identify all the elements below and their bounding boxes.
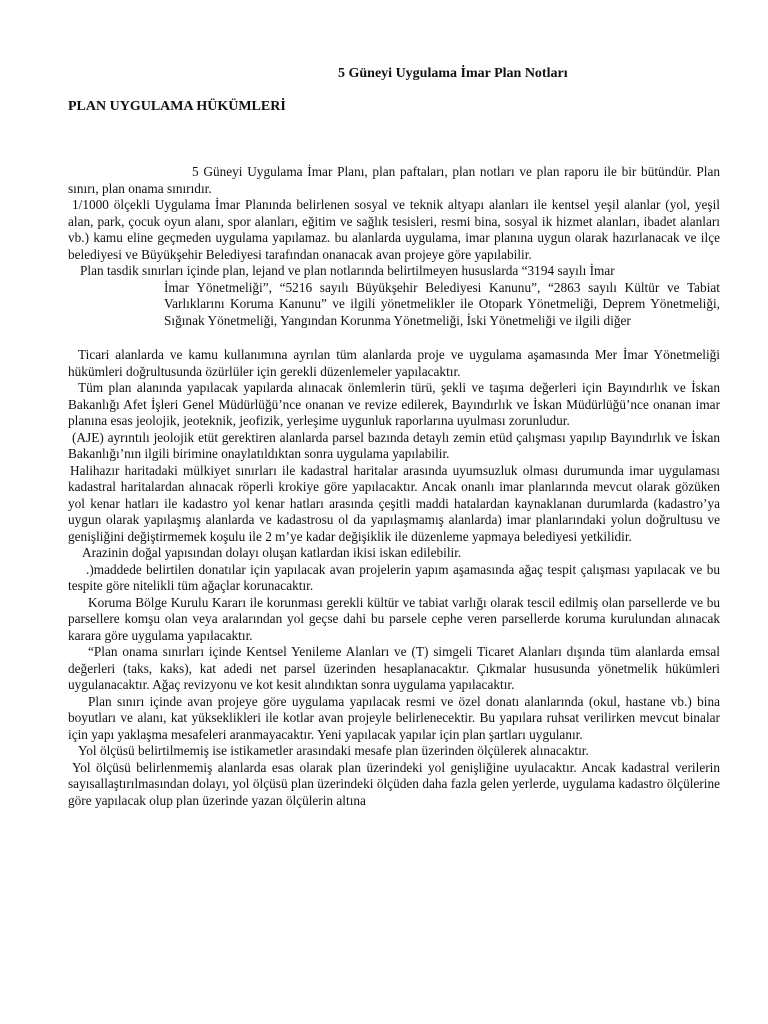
- paragraph-5: Tüm plan alanında yapılacak yapılarda alınacak önlemlerin türü, şekli ve taşıma değerleri için Bayındırlık ve İskan Bakanlığı Afet İşleri Genel Müdürlüğü’nce onanan ve revize edilerek, Bayındırlık ve İskan Müdürlüğü’nce onanan imar planına esas jeolojik, jeoteknik, jeofizik, yerleşime uygunluk raporlarına uyulması zorunludur.: [68, 380, 720, 428]
- paragraph-14: Yol ölçüsü belirlenmemiş alanlarda esas olarak plan üzerindeki yol genişliğine uyulacaktır. Ancak kadastral verilerin sayısallaştırılmasından dolayı, yol ölçüsü plan üzerindeki ölçüden daha fazla gelen yerlerde, uygulama kadastro ölçülerine göre yapılacak olup plan üzerinde yazan ölçülerin altına: [68, 759, 720, 808]
- paragraph-12: Plan sınırı içinde avan projeye göre uygulama yapılacak resmi ve özel donatı alanlarında (okul, hastane vb.) bina boyutları ve alanı, kat yükseklikleri ile kotlar avan projeyle belirlenecektir. Bu yapılara ruhsat verilirken mevcut binalar için yapı yaklaşma mesafeleri aranmayacaktır. Yeni yapılacak yapılar için plan şartları uygulanır.: [68, 693, 720, 742]
- section-heading: PLAN UYGULAMA HÜKÜMLERİ: [68, 99, 286, 114]
- paragraph-1: 5 Güneyi Uygulama İmar Planı, plan paftaları, plan notları ve plan raporu ile bir bütündür. Plan sınırı, plan onama sınırıdır.: [68, 164, 720, 196]
- paragraph-8: Arazinin doğal yapısından dolayı oluşan katlardan ikisi iskan edilebilir.: [82, 545, 462, 560]
- paragraph-7: Halihazır haritadaki mülkiyet sınırları ile kadastral haritalar arasında uyumsuzluk olması durumunda imar uygulaması kadastral haritalardan alınacak röperli krokiye göre yapılacaktır. Ancak onanlı imar planlarında mevcut olarak gözüken yol kenar hatları ile kadastro yol kenar hatları arasında çeşitli maddi hatalardan kaynaklanan durumlarda (kadastro’ya uygun olarak yapılaşmış alanlarda ve kadastrosu ol da yapılaşmamış alanlarda) imar planlarındaki yolun doğrultusu ve genişliğini değiştirmemek koşulu ile 2 m’ye kadar değişiklik ile düzenleme yapmaya belediyesi yetkilidir.: [68, 462, 720, 544]
- paragraph-3-line-1: Plan tasdik sınırları içinde plan, lejand ve plan notlarında belirtilmeyen hususlarda “3194 sayılı İmar: [80, 263, 615, 278]
- document-body: [68, 164, 720, 809]
- paragraph-13: Yol ölçüsü belirtilmemiş ise istikametler arasındaki mesafe plan üzerinden ölçülerek alınacaktır.: [78, 743, 589, 758]
- paragraph-3: [68, 263, 720, 329]
- paragraph-11: “Plan onama sınırları içinde Kentsel Yenileme Alanları ve (T) simgeli Ticaret Alanları dışında tüm alanlarda emsal değerleri (taks, kaks), kat adedi net parsel üzerinden hesaplanacaktır. Çıkmalar hususunda yönetmelik hükümleri uygulanacaktır. Ağaç revizyonu ve kot kesit alındıktan sonra uygulama yapılacaktır.: [68, 644, 720, 692]
- paragraph-3-line-2: İmar Yönetmeliği”, “5216 sayılı Büyükşehir Belediyesi Kanunu”, “2863 sayılı Kültür ve Tabiat Varlıklarını Koruma Kanunu” ve ilgili yönetmelikler ile Otopark Yönetmeliği, Deprem Yönetmeliği, Sığınak Yönetmeliği, Yangından Korunma Yönetmeliği, İski Yönetmeliği ve ilgili diğer: [164, 279, 720, 328]
- document-title: 5 Güneyi Uygulama İmar Plan Notları: [338, 66, 568, 81]
- paragraph-9: .)maddede belirtilen donatılar için yapılacak avan projelerin yapım aşamasında ağaç tespit çalışması yapılacak ve bu tespite göre nitelikli tüm ağaçlar korunacaktır.: [68, 561, 720, 593]
- paragraph-10: Koruma Bölge Kurulu Kararı ile korunması gerekli kültür ve tabiat varlığı olarak tescil edilmiş olan parsellerde ve bu parsellere komşu olan veya aralarından yol geçse dahi bu parsele cephe veren parsellerde koruma kurulundan alınacak karara göre uygulama yapılacaktır.: [68, 594, 720, 643]
- paragraph-4: Ticari alanlarda ve kamu kullanımına ayrılan tüm alanlarda proje ve uygulama aşamasında Mer İmar Yönetmeliği hükümleri doğrultusunda özürlüler için gerekli düzenlemeler yapılacaktır.: [68, 347, 720, 379]
- paragraph-6: (AJE) ayrıntılı jeolojik etüt gerektiren alanlarda parsel bazında detaylı zemin etüd çalışması yapılıp Bayındırlık ve İskan Bakanlığı’nın ilgili birimine onaylatıldıktan sonra uygulama yapılabilir.: [68, 429, 720, 461]
- paragraph-2: 1/1000 ölçekli Uygulama İmar Planında belirlenen sosyal ve teknik altyapı alanları ile kentsel yeşil alanlar (yol, yeşil alan, park, çocuk oyun alanı, spor alanları, eğitim ve sağlık tesisleri, resmi bina, sosyal ik hizmet alanları, ibadet alanları vb.) kamu eline geçmeden uygulama yapılamaz. bu alanlarda uygulama, imar planına uygun olarak hazırlanacak ve ilçe belediyesi ve Büyükşehir Belediyesi tarafından onanacak avan projeye göre yapılabilir.: [68, 197, 720, 262]
